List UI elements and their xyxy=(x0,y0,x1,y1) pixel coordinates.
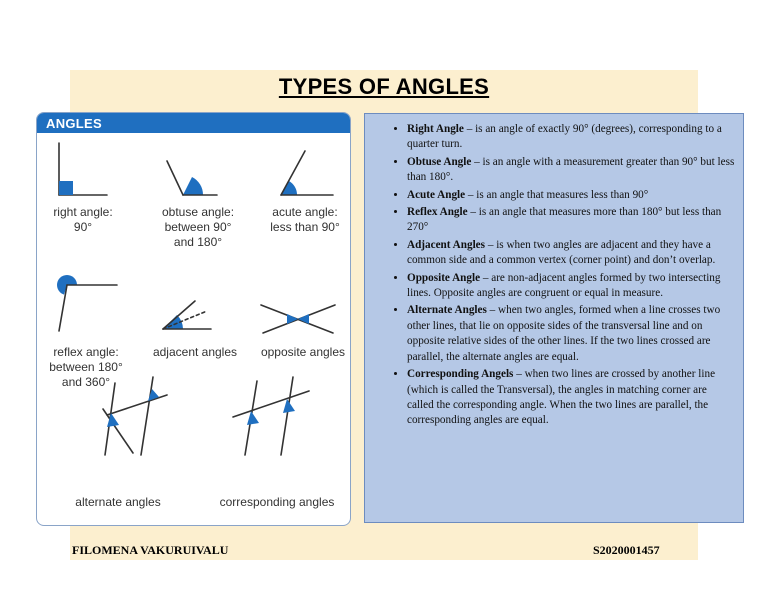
definitions-list xyxy=(389,122,735,429)
definition-text: – are non-adjacent angles formed by two intersecting lines. Opposite angles are congruent or equal in measure. xyxy=(407,271,721,300)
list-item xyxy=(407,367,735,429)
definition-text: – is an angle that measures less than 90° xyxy=(465,188,649,201)
term-adjacent-angles: Adjacent Angles xyxy=(407,238,486,251)
card-header: ANGLES xyxy=(37,113,350,133)
term-opposite-angle: Opposite Angle xyxy=(407,271,481,284)
reflex-angle-diagram xyxy=(57,275,117,331)
definition-text: – is when two angles are adjacent and they have a common side and a common vertex (corner point) and don’t overlap. xyxy=(407,238,716,267)
list-item xyxy=(407,238,735,269)
term-obtuse-angle: Obtuse Angle xyxy=(407,155,472,168)
alternate-angles-label: alternate angles xyxy=(75,495,161,509)
page-title: TYPES OF ANGLES xyxy=(278,74,490,99)
definition-text: – is an angle with a measurement greater than 90° but less than 180°. xyxy=(407,155,735,184)
adjacent-angles-diagram xyxy=(163,301,211,329)
opposite-angles-diagram xyxy=(261,305,335,333)
list-item xyxy=(407,303,735,365)
list-item xyxy=(407,188,735,203)
definition-text: – when two lines are crossed by another line (which is called the Transversal), the angles in matching corner are called the corresponding angle. When the two lines are parallel, the corresponding angles are equal. xyxy=(407,368,716,427)
term-alternate-angles: Alternate Angles xyxy=(407,304,487,317)
definitions-panel xyxy=(364,113,744,523)
term-right-angle: Right Angle xyxy=(407,123,464,135)
corresponding-angles-diagram xyxy=(233,377,309,455)
definition-text: – is an angle of exactly 90° (degrees), corresponding to a quarter turn. xyxy=(407,123,722,151)
reflex-angle-label: reflex angle: between 180° and 360° xyxy=(49,345,123,389)
right-angle-diagram xyxy=(59,143,107,195)
obtuse-angle-diagram xyxy=(167,161,217,195)
term-reflex-angle: Reflex Angle xyxy=(407,206,468,219)
acute-angle-diagram xyxy=(281,151,333,195)
list-item xyxy=(407,271,735,302)
list-item xyxy=(407,205,735,236)
angles-diagrams xyxy=(37,133,350,525)
acute-angle-label: acute angle: less than 90° xyxy=(270,205,340,234)
list-item xyxy=(407,155,735,186)
corresponding-angles-label: corresponding angles xyxy=(219,495,335,509)
definition-text: – when two angles, formed when a line crosses two other lines, that lie on opposite sides of the transversal line and on opposite relative sides of the other lines. If the two lines crossed are parallel, the alternate angles are equal. xyxy=(407,304,721,363)
definition-text: – is an angle that measures more than 180° but less than 270° xyxy=(407,206,722,234)
term-corresponding-angles: Corresponding Angels xyxy=(407,368,514,381)
obtuse-angle-label: obtuse angle: between 90° and 180° xyxy=(161,205,235,249)
list-item xyxy=(407,122,735,153)
opposite-angles-label: opposite angles xyxy=(260,345,346,359)
student-id: S2020001457 xyxy=(593,543,660,557)
right-angle-label: right angle: 90° xyxy=(53,205,113,234)
adjacent-angles-label: adjacent angles xyxy=(152,345,238,359)
angles-illustration-card xyxy=(36,112,351,526)
author-name: FILOMENA VAKURUIVALU xyxy=(72,543,229,557)
term-acute-angle: Acute Angle xyxy=(407,188,466,201)
